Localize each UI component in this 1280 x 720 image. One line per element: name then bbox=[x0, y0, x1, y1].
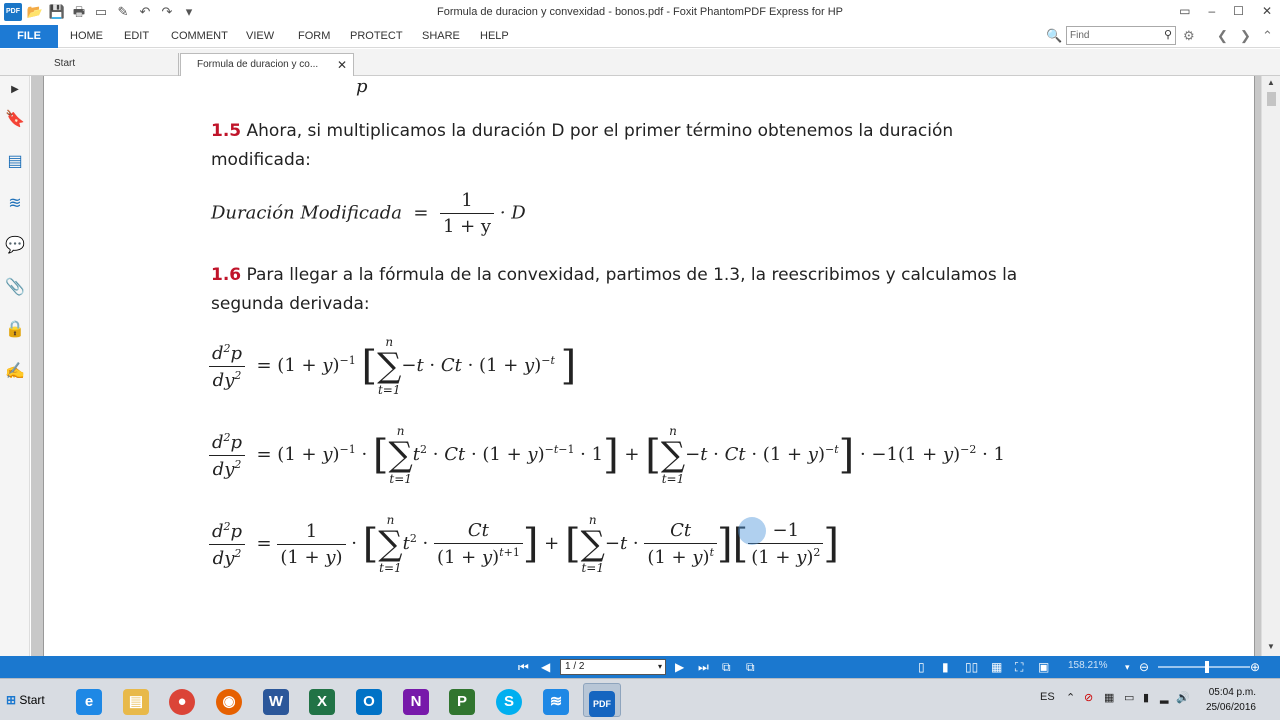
section-1-5-text: Ahora, si multiplicamos la duración D por el primer término obtenemos la duración modificada: bbox=[211, 121, 954, 170]
minimize-icon[interactable]: – bbox=[1208, 4, 1216, 18]
system-clock[interactable] bbox=[1198, 685, 1256, 715]
page-number-value: 1 / 2 bbox=[565, 661, 585, 672]
volume-tray-icon[interactable]: 🔊 bbox=[1176, 692, 1190, 704]
section-1-6-text: Para llegar a la fórmula de la convexidad, partimos de 1.3, la reescribimos y calculamos la segunda derivada: bbox=[211, 265, 1018, 314]
taskbar-chrome-icon[interactable]: ● bbox=[163, 683, 201, 717]
section-1-5-number: 1.5 bbox=[211, 121, 242, 141]
layers-icon[interactable]: ≋ bbox=[8, 195, 22, 212]
save-icon[interactable]: 💾 bbox=[48, 4, 66, 19]
start-label: Start bbox=[19, 693, 45, 707]
scan-icon[interactable]: ▭ bbox=[94, 4, 108, 19]
tab-document-label: Formula de duracion y co... bbox=[197, 59, 319, 70]
fraction-fragment: p bbox=[356, 76, 368, 97]
previous-view-icon[interactable]: ⧉ bbox=[722, 660, 731, 674]
show-hidden-icons-icon[interactable]: ⌃ bbox=[1066, 692, 1076, 704]
dm-lhs: Duración Modificada bbox=[211, 202, 402, 224]
tab-comment[interactable]: COMMENT bbox=[171, 30, 228, 42]
next-view-icon[interactable]: ⧉ bbox=[746, 660, 755, 674]
zoom-in-icon[interactable]: ⊕ bbox=[1250, 660, 1261, 674]
signature-icon[interactable]: ✍ bbox=[5, 363, 25, 380]
zoom-slider[interactable] bbox=[1158, 666, 1250, 668]
first-page-icon[interactable]: ⏮ bbox=[518, 660, 529, 674]
taskbar-word-icon[interactable]: W bbox=[257, 683, 295, 717]
last-page-icon[interactable]: ⏭ bbox=[698, 660, 709, 674]
taskbar-project-icon[interactable]: P bbox=[443, 683, 481, 717]
search-icon[interactable]: ⚲ bbox=[1163, 29, 1172, 41]
maximize-icon[interactable]: ☐ bbox=[1233, 4, 1244, 18]
fit-width-icon[interactable]: ▣ bbox=[1038, 660, 1050, 674]
second-derivative-equation-2: $\frac{d^2p}{dy^2}$ = $(1 + y)^{-1}$ · [ n ∑ t=1 $t^2 \cdot Ct \cdot (1 + y)^{-t-1} \cdot 1$] + [ n ∑ t=1 $-t \cdot Ct \cdot (1 + y)^{-t}] \cdot -1(1 + y)^{-2} \cdot 1$ bbox=[209, 425, 1005, 485]
mouse-cursor-highlight bbox=[738, 517, 766, 545]
zoom-level[interactable]: 158.21% bbox=[1068, 660, 1108, 671]
tab-help[interactable]: HELP bbox=[480, 30, 509, 42]
clock-time: 05:04 p.m. bbox=[1208, 687, 1256, 698]
second-derivative-equation-3: $\frac{d^2p}{dy^2}$ = $\frac{1}{(1 + y)}$ · [ n ∑ t=1 $t^2$ · $\frac{Ct}{(1 + y)^{t+1}}$ ] + [ n ∑ t=1 −t · $\frac{Ct}{(1 + y)^t}$ ][ $\frac{-1}{(1 + y)^2}$ ] bbox=[209, 514, 839, 574]
zoom-dropdown-icon[interactable]: ▾ bbox=[1125, 662, 1130, 672]
undo-icon[interactable]: ↶ bbox=[139, 4, 151, 19]
forward-arrow-icon[interactable]: ❯ bbox=[1240, 28, 1251, 43]
status-bar bbox=[0, 656, 1280, 678]
print-icon[interactable]: 🖶 bbox=[72, 4, 86, 19]
scroll-thumb[interactable] bbox=[1267, 92, 1276, 106]
dm-denominator: 1 + y bbox=[442, 216, 492, 237]
taskbar-skype-icon[interactable]: S bbox=[490, 683, 528, 717]
next-page-icon[interactable]: ▶ bbox=[675, 660, 685, 674]
taskbar-foxit-icon[interactable]: PDF bbox=[583, 683, 621, 717]
dm-fraction bbox=[440, 190, 494, 237]
tab-start-label: Start bbox=[54, 58, 76, 69]
tab-home[interactable]: HOME bbox=[70, 30, 103, 42]
title-bar bbox=[0, 0, 1280, 25]
taskbar-file-explorer-icon[interactable]: ▤ bbox=[117, 683, 155, 717]
monitor-tray-icon[interactable]: ▭ bbox=[1124, 692, 1135, 704]
facing-pages-icon[interactable]: ▯▯ bbox=[965, 660, 979, 674]
start-button[interactable] bbox=[2, 687, 50, 713]
tab-document[interactable] bbox=[180, 53, 354, 76]
app-pdf-icon[interactable]: PDF bbox=[4, 3, 22, 21]
restore-ribbon-icon[interactable]: ▭ bbox=[1179, 4, 1191, 18]
document-tabs bbox=[0, 49, 1280, 76]
tab-start[interactable] bbox=[38, 53, 179, 76]
modified-duration-equation: Duración Modificada = $\frac{1}{1 + y}$ · D bbox=[211, 190, 526, 237]
fit-page-icon[interactable]: ⛶ bbox=[1015, 660, 1024, 674]
scroll-down-icon[interactable]: ▼ bbox=[1267, 642, 1275, 651]
tab-edit[interactable]: EDIT bbox=[124, 30, 150, 42]
taskbar-outlook-icon[interactable]: O bbox=[350, 683, 388, 717]
single-page-icon[interactable]: ▯ bbox=[918, 660, 925, 674]
attachments-icon[interactable]: 📎 bbox=[5, 279, 25, 296]
find-placeholder: Find bbox=[1070, 30, 1090, 41]
antivirus-tray-icon[interactable]: ⊘ bbox=[1084, 692, 1094, 704]
dm-tail: · D bbox=[499, 202, 526, 224]
window-title: Formula de duracion y convexidad - bonos.pdf - Foxit PhantomPDF Express for HP bbox=[437, 6, 843, 18]
security-lock-icon[interactable]: 🔒 bbox=[5, 321, 25, 338]
section-1-5 bbox=[211, 117, 1031, 175]
continuous-facing-icon[interactable]: ▦ bbox=[991, 660, 1003, 674]
second-derivative-equation-1: $\frac{d^2p}{dy^2}$ = $(1 + y)^{-1}$ [ n ∑ t=1 $-t \cdot Ct \cdot (1 + y)^{-t}$ ] bbox=[209, 336, 576, 396]
battery-tray-icon[interactable]: ▮ bbox=[1143, 692, 1150, 704]
page-thumbnails-icon[interactable]: ▤ bbox=[7, 153, 23, 170]
zoom-slider-thumb[interactable] bbox=[1205, 661, 1209, 673]
taskbar-internet-explorer-icon[interactable]: e bbox=[70, 683, 108, 717]
open-icon[interactable]: 📂 bbox=[26, 4, 44, 19]
continuous-page-icon[interactable]: ▮ bbox=[942, 660, 949, 674]
taskbar-firefox-icon[interactable]: ◉ bbox=[210, 683, 248, 717]
vertical-scrollbar[interactable] bbox=[1261, 76, 1280, 656]
network-tray-icon[interactable]: ▦ bbox=[1104, 692, 1115, 704]
stamp-icon[interactable]: ✎ bbox=[117, 4, 129, 19]
tab-view[interactable]: VIEW bbox=[246, 30, 275, 42]
page-dropdown-icon[interactable]: ▾ bbox=[657, 662, 662, 671]
taskbar-excel-icon[interactable]: X bbox=[303, 683, 341, 717]
taskbar-onenote-icon[interactable]: N bbox=[397, 683, 435, 717]
tab-share[interactable]: SHARE bbox=[422, 30, 460, 42]
close-tab-icon[interactable]: ✕ bbox=[336, 58, 347, 72]
page-number-field[interactable] bbox=[560, 659, 666, 675]
language-indicator[interactable]: ES bbox=[1040, 691, 1055, 703]
section-1-6 bbox=[211, 261, 1041, 319]
signal-tray-icon[interactable]: ▂ bbox=[1160, 692, 1169, 704]
settings-gear-icon[interactable]: ⚙ bbox=[1183, 28, 1195, 43]
windows-taskbar bbox=[0, 678, 1280, 720]
taskbar-wifi-icon[interactable]: ≋ bbox=[537, 683, 575, 717]
tab-form[interactable]: FORM bbox=[298, 30, 331, 42]
redo-icon[interactable]: ↷ bbox=[161, 4, 173, 19]
tab-protect[interactable]: PROTECT bbox=[350, 30, 403, 42]
back-arrow-icon[interactable]: ❮ bbox=[1217, 28, 1228, 43]
customize-dropdown-icon[interactable]: ▾ bbox=[185, 4, 193, 19]
clock-date: 25/06/2016 bbox=[1205, 702, 1256, 713]
dm-numerator: 1 bbox=[440, 190, 494, 214]
zoom-out-icon[interactable]: ⊖ bbox=[1139, 660, 1150, 674]
section-1-6-number: 1.6 bbox=[211, 265, 242, 285]
windows-logo-icon: ⊞ bbox=[6, 693, 17, 707]
find-input[interactable] bbox=[1066, 26, 1176, 45]
scroll-up-icon[interactable]: ▲ bbox=[1267, 78, 1275, 87]
previous-page-icon[interactable]: ◀ bbox=[541, 660, 551, 674]
ribbon-tabs bbox=[0, 25, 1280, 48]
close-icon[interactable]: ✕ bbox=[1261, 4, 1272, 18]
window-controls bbox=[1179, 4, 1272, 18]
find-options-icon[interactable]: 🔍 bbox=[1046, 28, 1063, 43]
navigation-panel bbox=[0, 76, 30, 656]
bookmarks-icon[interactable]: 🔖 bbox=[5, 111, 25, 128]
comments-icon[interactable]: 💬 bbox=[5, 237, 25, 254]
expand-panel-icon[interactable]: ▶ bbox=[11, 84, 19, 95]
collapse-ribbon-icon[interactable]: ⌃ bbox=[1262, 28, 1273, 43]
tab-file[interactable]: FILE bbox=[0, 25, 58, 48]
